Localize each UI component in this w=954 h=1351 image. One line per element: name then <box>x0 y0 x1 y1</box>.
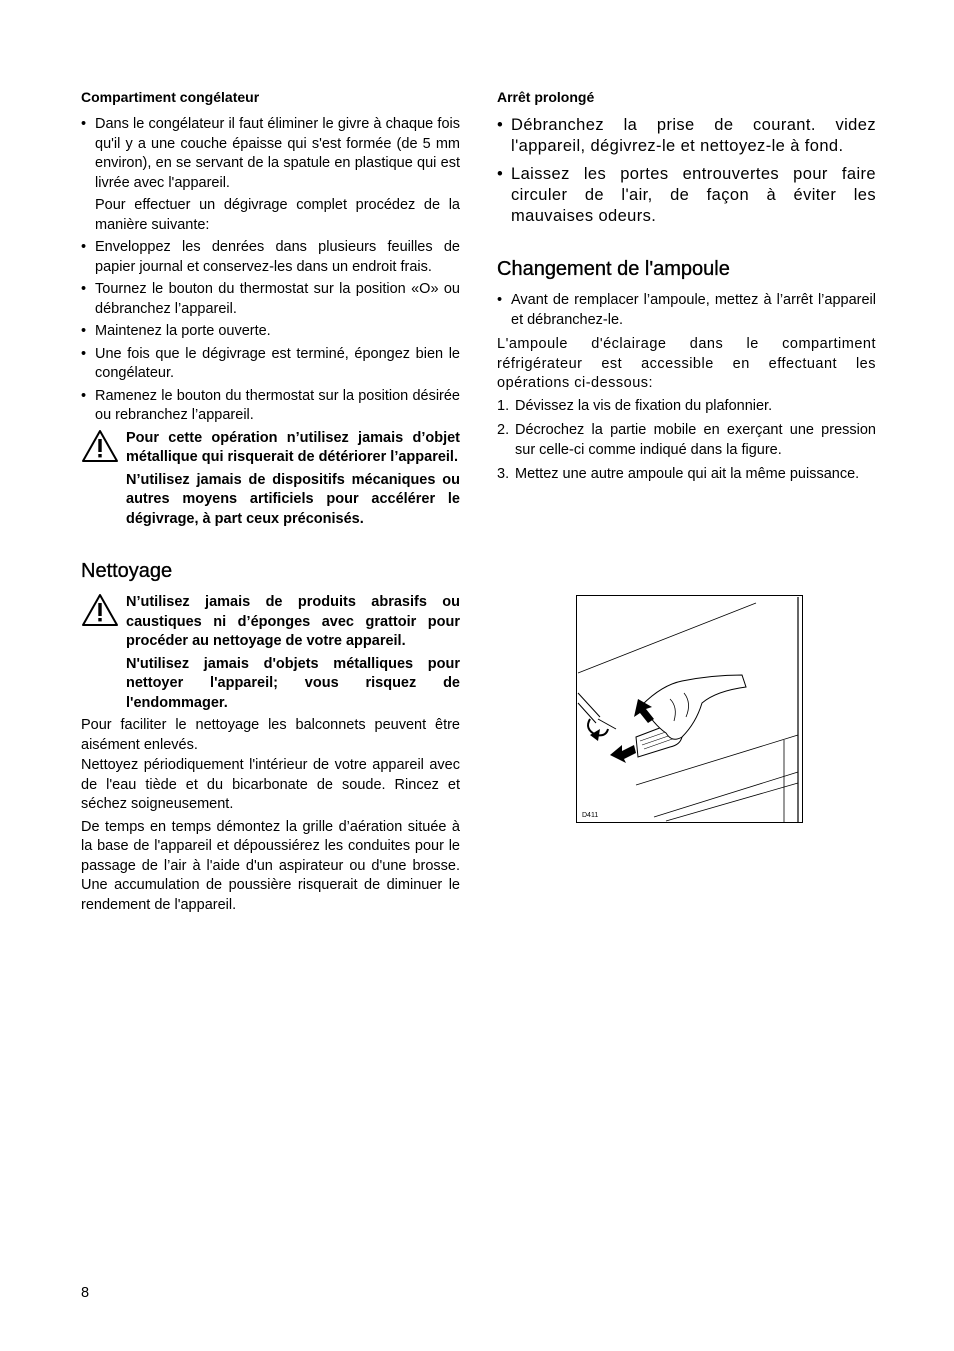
bulb-paragraph: L'ampoule d'éclairage dans le compartiment réfrigérateur est accessible en effectuant les opérations ci-dessous: <box>497 336 876 391</box>
prolonged-stop-list <box>497 115 876 227</box>
prolonged-stop-title: Arrêt prolongé <box>497 89 595 105</box>
freezer-warning <box>81 429 460 530</box>
list-item: • Avant de remplacer l’ampoule, mettez à l’arrêt l’appareil et débranchez-le. <box>497 291 876 330</box>
cleaning-warning <box>81 593 460 713</box>
cleaning-section-title: Nettoyage <box>81 560 173 582</box>
right-column <box>497 88 876 490</box>
bulb-replacement-figure <box>576 595 803 823</box>
step-number: 1. <box>497 397 510 414</box>
list-item: • Une fois que le dégivrage est terminé, épongez bien le congélateur. <box>81 345 460 384</box>
cleaning-paragraph: De temps en temps démontez la grille d’aération située à la base de l'appareil et dépoussiérez les conduites pour le passage de l’air à l'aide d'un aspirateur ou d'une brosse. Une accumulation de poussière risquerait de diminuer le rendement de l'appareil. <box>81 818 460 913</box>
list-item <box>497 465 876 485</box>
cleaning-paragraph: Nettoyez périodiquement l'intérieur de votre appareil avec de l'eau tiède et du bicarbonate de soude. Rincez et séchez soigneusement. <box>81 757 460 812</box>
step-number: 2. <box>497 422 510 438</box>
list-item: • Enveloppez les denrées dans plusieurs feuilles de papier journal et conservez-les dans un endroit frais. <box>81 238 460 277</box>
warning-text: N’utilisez jamais de dispositifs mécaniques ou autres moyens artificiels pour accélérer le dégivrage, à part ceux préconisés. <box>126 471 460 527</box>
freezer-defrost-intro: Pour effectuer un dégivrage complet procédez de la manière suivante: <box>95 197 460 233</box>
step-number: 3. <box>497 466 510 482</box>
figure-label: D411 <box>582 812 599 819</box>
list-item <box>497 421 876 460</box>
step-text: Mettez une autre ampoule qui ait la même puissance. <box>515 466 860 482</box>
freezer-steps-list <box>81 238 460 426</box>
freezer-intro-list <box>81 115 460 193</box>
list-item: • Tournez le bouton du thermostat sur la position «O» ou débranchez l’appareil. <box>81 280 460 319</box>
list-item: • Débranchez la prise de courant. videz l'appareil, dégivrez-le et nettoyez-le à fond. <box>497 115 876 157</box>
warning-text: Pour cette opération n’utilisez jamais d’objet métallique qui risquerait de détériorer l’appareil. <box>126 429 460 465</box>
freezer-section-title: Compartiment congélateur <box>81 89 260 105</box>
list-item: • Laissez les portes entrouvertes pour faire circuler de l'air, de façon à éviter les mauvaises odeurs. <box>497 164 876 227</box>
warning-text: N'utilisez jamais d'objets métalliques pour nettoyer l'appareil; vous risquez de l'endommager. <box>126 655 460 711</box>
bulb-steps-list <box>497 397 876 485</box>
warning-triangle-icon <box>81 429 119 463</box>
page-number: 8 <box>81 1285 90 1301</box>
bulb-section-title: Changement de l'ampoule <box>497 258 730 280</box>
list-item: • Maintenez la porte ouverte. <box>81 322 460 342</box>
left-column <box>81 88 460 915</box>
warning-text: N’utilisez jamais de produits abrasifs ou caustiques ni d’éponges avec grattoir pour procéder au nettoyage de votre appareil. <box>126 594 460 649</box>
step-text: Décrochez la partie mobile en exerçant une pression sur celle-ci comme indiqué dans la figure. <box>515 422 876 458</box>
list-item <box>497 397 876 417</box>
cleaning-paragraph: Pour faciliter le nettoyage les balconnets peuvent être aisément enlevés. <box>81 717 460 753</box>
bulb-intro-list <box>497 291 876 330</box>
step-text: Dévissez la vis de fixation du plafonnier. <box>515 397 773 414</box>
list-item: • Ramenez le bouton du thermostat sur la position désirée ou rebranchez l’appareil. <box>81 387 460 426</box>
list-item: • Dans le congélateur il faut éliminer le givre à chaque fois qu'il y a une couche épaisse qui s'est formée (de 5 mm environ), en se servant de la spatule en plastique qui est livrée avec l'appareil. <box>81 115 460 193</box>
warning-triangle-icon <box>81 593 119 627</box>
